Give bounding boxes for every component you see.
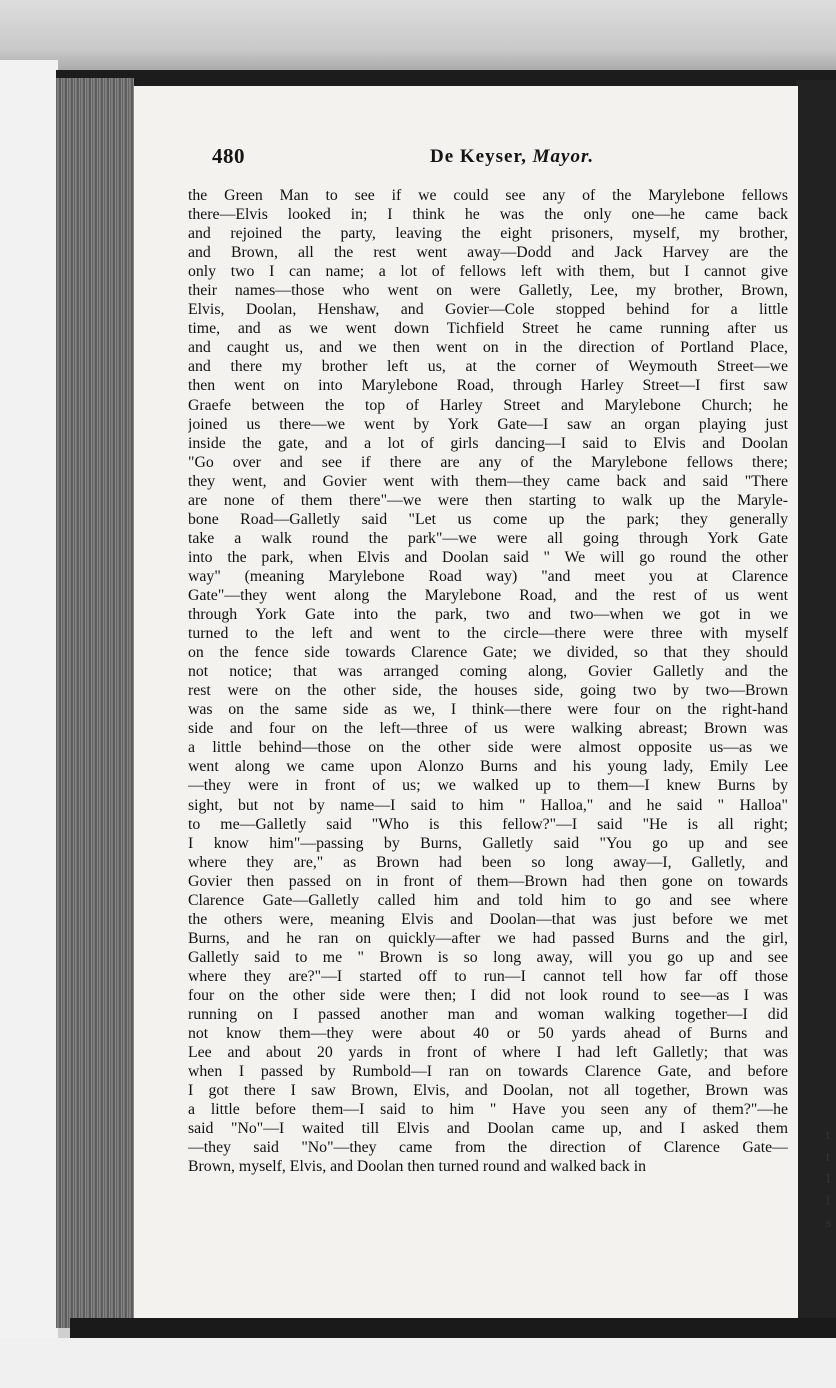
scan-bottom-margin — [0, 1338, 836, 1388]
text-line: I know him"—passing by Burns, Galletly said "You go up and see — [188, 834, 788, 852]
text-line: where they are," as Brown had been so long away—I, Galletly, and — [188, 853, 788, 871]
text-line: turned to the left and went to the circle—there were three with myself — [188, 625, 788, 643]
margin-mark: I — [826, 1172, 831, 1187]
running-head — [430, 146, 594, 168]
text-line: Galletly said to me " Brown is so long away, will you go up and see — [188, 948, 788, 966]
margin-mark: l — [826, 1194, 830, 1209]
text-line: to me—Galletly said "Who is this fellow?"—I said "He is all right; — [188, 815, 788, 833]
text-line: when I passed by Rumbold—I ran on towards Clarence Gate, and before — [188, 1063, 788, 1081]
text-line: and rejoined the party, leaving the eight prisoners, myself, my brother, — [188, 225, 788, 243]
text-line: into the park, when Elvis and Doolan said " We will go round the other — [188, 548, 788, 566]
text-line: Brown, myself, Elvis, and Doolan then turned round and walked back in — [188, 1158, 647, 1176]
text-line: running on I passed another man and woman walking together—I did — [188, 1006, 788, 1024]
margin-mark: t — [826, 1128, 830, 1143]
text-line: —they said "No"—they came from the direction of Clarence Gate— — [188, 1139, 788, 1157]
text-line: sight, but not by name—I said to him " Halloa," and he said " Halloa" — [188, 796, 788, 814]
text-line: way" (meaning Marylebone Road way) "and meet you at Clarence — [188, 567, 788, 585]
text-line: was on the same side as we, I think—there were four on the right-hand — [188, 701, 788, 719]
scan-bottom-shadow — [70, 1318, 836, 1340]
text-line: then went on into Marylebone Road, through Harley Street—I first saw — [188, 377, 788, 395]
margin-mark: t — [826, 1150, 830, 1165]
text-line: their names—those who went on were Galletly, Lee, my brother, Brown, — [188, 282, 788, 300]
page-header — [212, 144, 812, 172]
text-line: —they were in front of us; we walked up to them—I knew Burns by — [188, 777, 788, 795]
text-line: I got there I saw Brown, Elvis, and Doolan, not all together, Brown was — [188, 1082, 788, 1100]
text-line: on the fence side towards Clarence Gate; we divided, so that they should — [188, 644, 788, 662]
text-line: a little behind—those on the other side were almost opposite us—as we — [188, 739, 788, 757]
text-line: and Brown, all the rest went away—Dodd and Jack Harvey are the — [188, 244, 788, 262]
text-line: rest were on the other side, the houses side, going two by two—Brown — [188, 682, 788, 700]
text-line: they went, and Govier went with them—they came back and said "There — [188, 472, 788, 490]
running-head-role: Mayor. — [532, 146, 595, 167]
text-line: the others were, meaning Elvis and Doolan—that was just before we met — [188, 910, 788, 928]
text-line: Clarence Gate—Galletly called him and told him to go and see where — [188, 891, 788, 909]
text-line: the Green Man to see if we could see any of the Marylebone fellows — [188, 187, 788, 204]
text-line: inside the gate, and a lot of girls dancing—I said to Elvis and Doolan — [188, 434, 788, 452]
text-line: side and four on the left—three of us were walking abreast; Brown was — [188, 720, 788, 738]
text-line: through York Gate into the park, two and two—when we got in we — [188, 606, 788, 624]
text-line: Lee and about 20 yards in front of where I had left Galletly; that was — [188, 1044, 788, 1062]
text-line: there—Elvis looked in; I think he was the only one—he came back — [188, 206, 788, 224]
text-line: where they are?"—I started off to run—I cannot tell how far off those — [188, 967, 788, 985]
scan-left-margin — [0, 60, 58, 1388]
running-head-name: De Keyser, — [430, 146, 527, 167]
text-line: said "No"—I waited till Elvis and Doolan came up, and I asked them — [188, 1120, 788, 1138]
text-line: four on the other side were then; I did not look round to see—as I was — [188, 986, 788, 1004]
text-line: not notice; that was arranged coming along, Govier Galletly and the — [188, 663, 788, 681]
text-line: and there my brother left us, at the corner of Weymouth Street—we — [188, 358, 788, 376]
text-line: a little before them—I said to him " Have you seen any of them?"—he — [188, 1101, 788, 1119]
book-page-edges — [56, 78, 137, 1328]
text-line: Burns, and he ran on quickly—after we had passed Burns and the girl, — [188, 929, 788, 947]
body-text — [188, 186, 788, 1176]
text-line: joined us there—we went by York Gate—I saw an organ playing just — [188, 415, 788, 433]
text-line: time, and as we went down Tichfield Street he came running after us — [188, 320, 788, 338]
text-line: "Go over and see if there are any of the Marylebone fellows there; — [188, 453, 788, 471]
text-line: Govier then passed on in front of them—Brown had then gone on towards — [188, 872, 788, 890]
margin-mark: s — [826, 1216, 832, 1231]
text-line: Gate"—they went along the Marylebone Road, and the rest of us went — [188, 586, 788, 604]
text-line: Graefe between the top of Harley Street and Marylebone Church; he — [188, 396, 788, 414]
text-line: not know them—they were about 40 or 50 yards ahead of Burns and — [188, 1025, 788, 1043]
text-line: went along we came upon Alonzo Burns and his young lady, Emily Lee — [188, 758, 788, 776]
text-line: take a walk round the park"—we were all going through York Gate — [188, 529, 788, 547]
text-line: are none of them there"—we were then starting to walk up the Maryle- — [188, 491, 788, 509]
text-line: bone Road—Galletly said "Let us come up the park; they generally — [188, 510, 788, 528]
text-line: and caught us, and we then went on in the direction of Portland Place, — [188, 339, 788, 357]
facing-page-margin-marks — [826, 1125, 836, 1235]
page-number: 480 — [212, 144, 245, 168]
text-line: Elvis, Doolan, Henshaw, and Govier—Cole stopped behind for a little — [188, 301, 788, 319]
text-line: only two I can name; a lot of fellows left with them, but I cannot give — [188, 263, 788, 281]
